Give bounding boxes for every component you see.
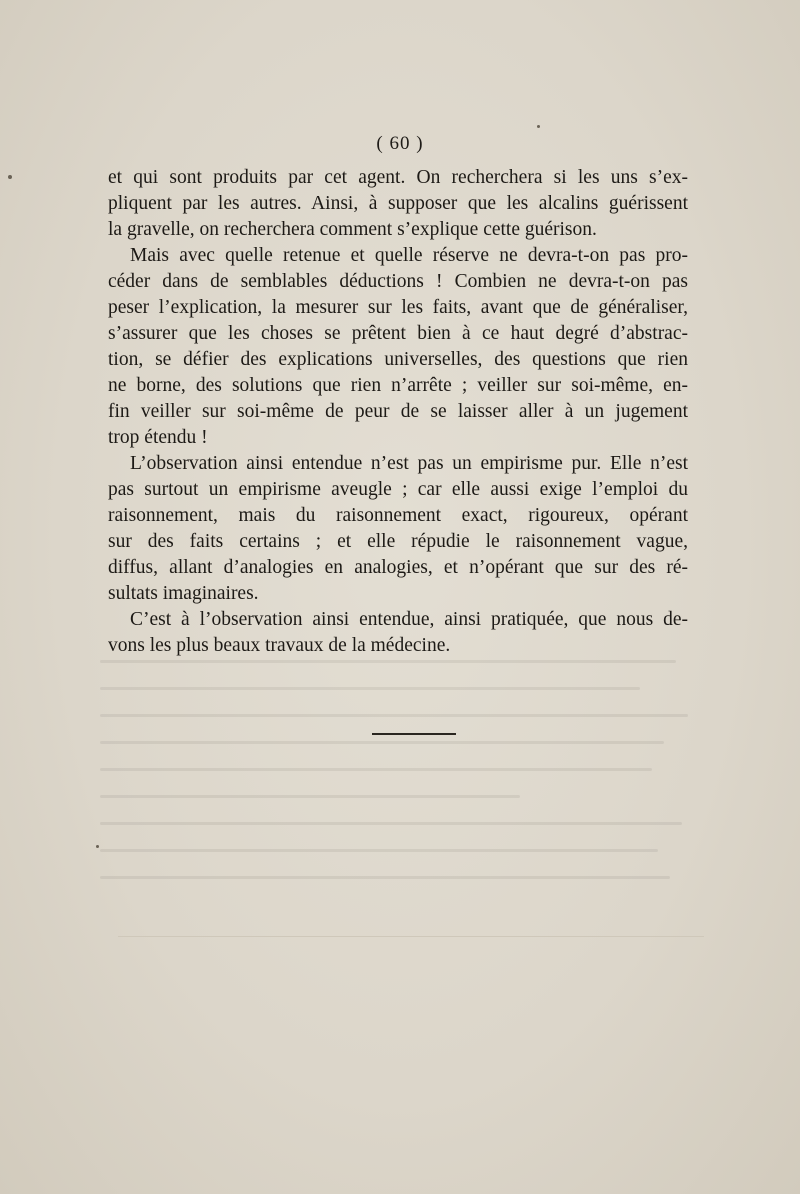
bleed-through-footnote-rule [118,936,704,937]
text-line: diffus, allant d’analogies en analogies, et n’opérant que sur des ré- [108,557,688,578]
paragraph-1 [108,165,688,243]
body-text [108,165,688,659]
text-line: fin veiller sur soi-même de peur de se laisser aller à un jugement [108,401,688,422]
text-line: sur des faits certains ; et elle répudie le raisonnement vague, [108,531,688,552]
page-speck [537,125,540,128]
text-line: C’est à l’observation ainsi entendue, ainsi pratiquée, que nous de- [130,609,688,630]
text-line: Mais avec quelle retenue et quelle réserve ne devra-t-on pas pro- [130,245,688,266]
text-line: vons les plus beaux travaux de la médecine. [108,635,451,656]
text-line: raisonnement, mais du raisonnement exact, rigoureux, opérant [108,505,688,526]
paragraph-3 [108,451,688,607]
text-line: sultats imaginaires. [108,583,259,604]
page-number: ( 60 ) [376,133,424,154]
text-line: tion, se défier des explications universelles, des questions que rien [108,349,688,370]
text-line: céder dans de semblables déductions ! Combien ne devra-t-on pas [108,271,688,292]
text-line: et qui sont produits par cet agent. On recherchera si les uns s’ex- [108,167,688,188]
text-line: la gravelle, on recherchera comment s’explique cette guérison. [108,219,597,240]
text-line: pliquent par les autres. Ainsi, à supposer que les alcalins guérissent [108,193,688,214]
bleed-through-text [100,660,700,960]
text-line: pas surtout un empirisme aveugle ; car elle aussi exige l’emploi du [108,479,688,500]
page-speck [8,175,12,179]
text-line: trop étendu ! [108,427,208,448]
section-divider-rule [372,733,456,735]
text-line: s’assurer que les choses se prêtent bien à ce haut degré d’abstrac- [108,323,688,344]
text-line: L’observation ainsi entendue n’est pas un empirisme pur. Elle n’est [130,453,688,474]
paragraph-4 [108,607,688,659]
text-line: peser l’explication, la mesurer sur les faits, avant que de généraliser, [108,297,688,318]
text-line: ne borne, des solutions que rien n’arrête ; veiller sur soi-même, en- [108,375,688,396]
paragraph-2 [108,243,688,451]
page-speck [96,845,99,848]
